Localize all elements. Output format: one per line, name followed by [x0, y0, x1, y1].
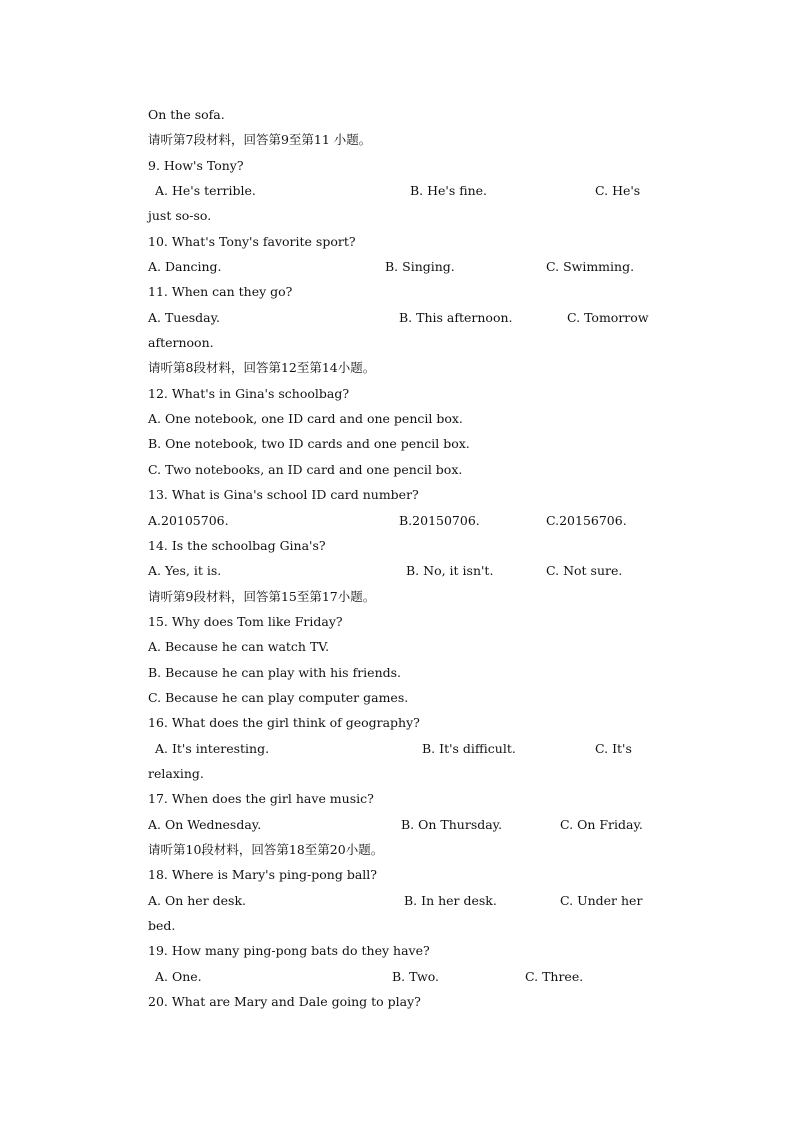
question-16-option-c-continued: relaxing. — [148, 765, 204, 781]
question-16-option-b: B. It's difficult. — [422, 740, 516, 756]
question-15-option-a: A. Because he can watch TV. — [148, 639, 330, 655]
question-18-option-c: C. Under her — [560, 892, 643, 908]
question-12-option-a: A. One notebook, one ID card and one pencil box. — [148, 411, 463, 427]
question-12-stem: 12. What's in Gina's schoolbag? — [148, 385, 350, 401]
question-15-option-b: B. Because he can play with his friends. — [148, 664, 402, 680]
question-16-option-a: A. It's interesting. — [155, 740, 270, 756]
question-10-option-b: B. Singing. — [385, 259, 455, 275]
question-9-option-a: A. He's terrible. — [155, 183, 256, 199]
question-14-option-a: A. Yes, it is. — [148, 563, 222, 579]
question-13-stem: 13. What is Gina's school ID card number? — [148, 487, 419, 503]
question-17-options — [148, 812, 648, 837]
question-15-option-c: C. Because he can play computer games. — [148, 689, 409, 705]
question-13-option-b: B.20150706. — [399, 512, 480, 528]
question-16-option-c: C. It's — [595, 740, 632, 756]
question-18-stem: 18. Where is Mary's ping-pong ball? — [148, 867, 377, 883]
question-9-options — [148, 178, 648, 203]
section-heading-9: 请听第9段材料，回答第15至第17小题。 — [148, 588, 376, 604]
question-20-stem: 20. What are Mary and Dale going to play? — [148, 994, 421, 1010]
question-11-option-a: A. Tuesday. — [148, 309, 221, 325]
question-12-option-c: C. Two notebooks, an ID card and one pencil box. — [148, 461, 463, 477]
question-10-options — [148, 254, 648, 279]
question-9-option-c-continued: just so-so. — [148, 208, 212, 224]
question-14-options — [148, 558, 648, 583]
question-19-option-c: C. Three. — [525, 968, 584, 984]
question-19-stem: 19. How many ping-pong bats do they have? — [148, 943, 430, 959]
question-9-option-b: B. He's fine. — [410, 183, 488, 199]
document-page — [148, 102, 648, 1014]
question-18-option-b: B. In her desk. — [404, 892, 497, 908]
question-16-stem: 16. What does the girl think of geography? — [148, 715, 420, 731]
question-11-option-b: B. This afternoon. — [399, 309, 513, 325]
question-13-options — [148, 508, 648, 533]
question-12-option-b: B. One notebook, two ID cards and one pencil box. — [148, 436, 470, 452]
question-18-options — [148, 888, 648, 913]
question-10-stem: 10. What's Tony's favorite sport? — [148, 233, 356, 249]
question-19-options — [148, 964, 648, 989]
section-heading-7: 请听第7段材料，回答第9至第11 小题。 — [148, 132, 372, 148]
question-10-option-a: A. Dancing. — [148, 259, 222, 275]
question-13-option-a: A.20105706. — [148, 512, 229, 528]
question-19-option-a: A. One. — [155, 968, 202, 984]
question-14-option-c: C. Not sure. — [546, 563, 623, 579]
question-18-option-a: A. On her desk. — [148, 892, 247, 908]
question-14-option-b: B. No, it isn't. — [406, 563, 494, 579]
section-heading-8: 请听第8段材料，回答第12至第14小题。 — [148, 360, 376, 376]
question-11-option-c: C. Tomorrow — [567, 309, 649, 325]
question-14-stem: 14. Is the schoolbag Gina's? — [148, 537, 326, 553]
question-19-option-b: B. Two. — [392, 968, 440, 984]
question-11-option-c-continued: afternoon. — [148, 335, 214, 351]
question-9-stem: 9. How's Tony? — [148, 157, 244, 173]
question-17-option-a: A. On Wednesday. — [148, 816, 262, 832]
answer-text: On the sofa. — [148, 107, 225, 122]
question-17-stem: 17. When does the girl have music? — [148, 791, 374, 807]
question-15-stem: 15. Why does Tom like Friday? — [148, 613, 343, 629]
question-9-option-c: C. He's — [595, 183, 641, 199]
question-18-option-c-continued: bed. — [148, 918, 176, 933]
question-16-options — [148, 736, 648, 761]
question-11-options — [148, 305, 648, 330]
question-17-option-b: B. On Thursday. — [401, 816, 503, 832]
section-heading-10: 请听第10段材料，回答第18至第20小题。 — [148, 841, 384, 857]
question-11-stem: 11. When can they go? — [148, 284, 293, 300]
question-13-option-c: C.20156706. — [546, 512, 627, 528]
question-17-option-c: C. On Friday. — [560, 816, 643, 832]
question-10-option-c: C. Swimming. — [546, 259, 635, 275]
